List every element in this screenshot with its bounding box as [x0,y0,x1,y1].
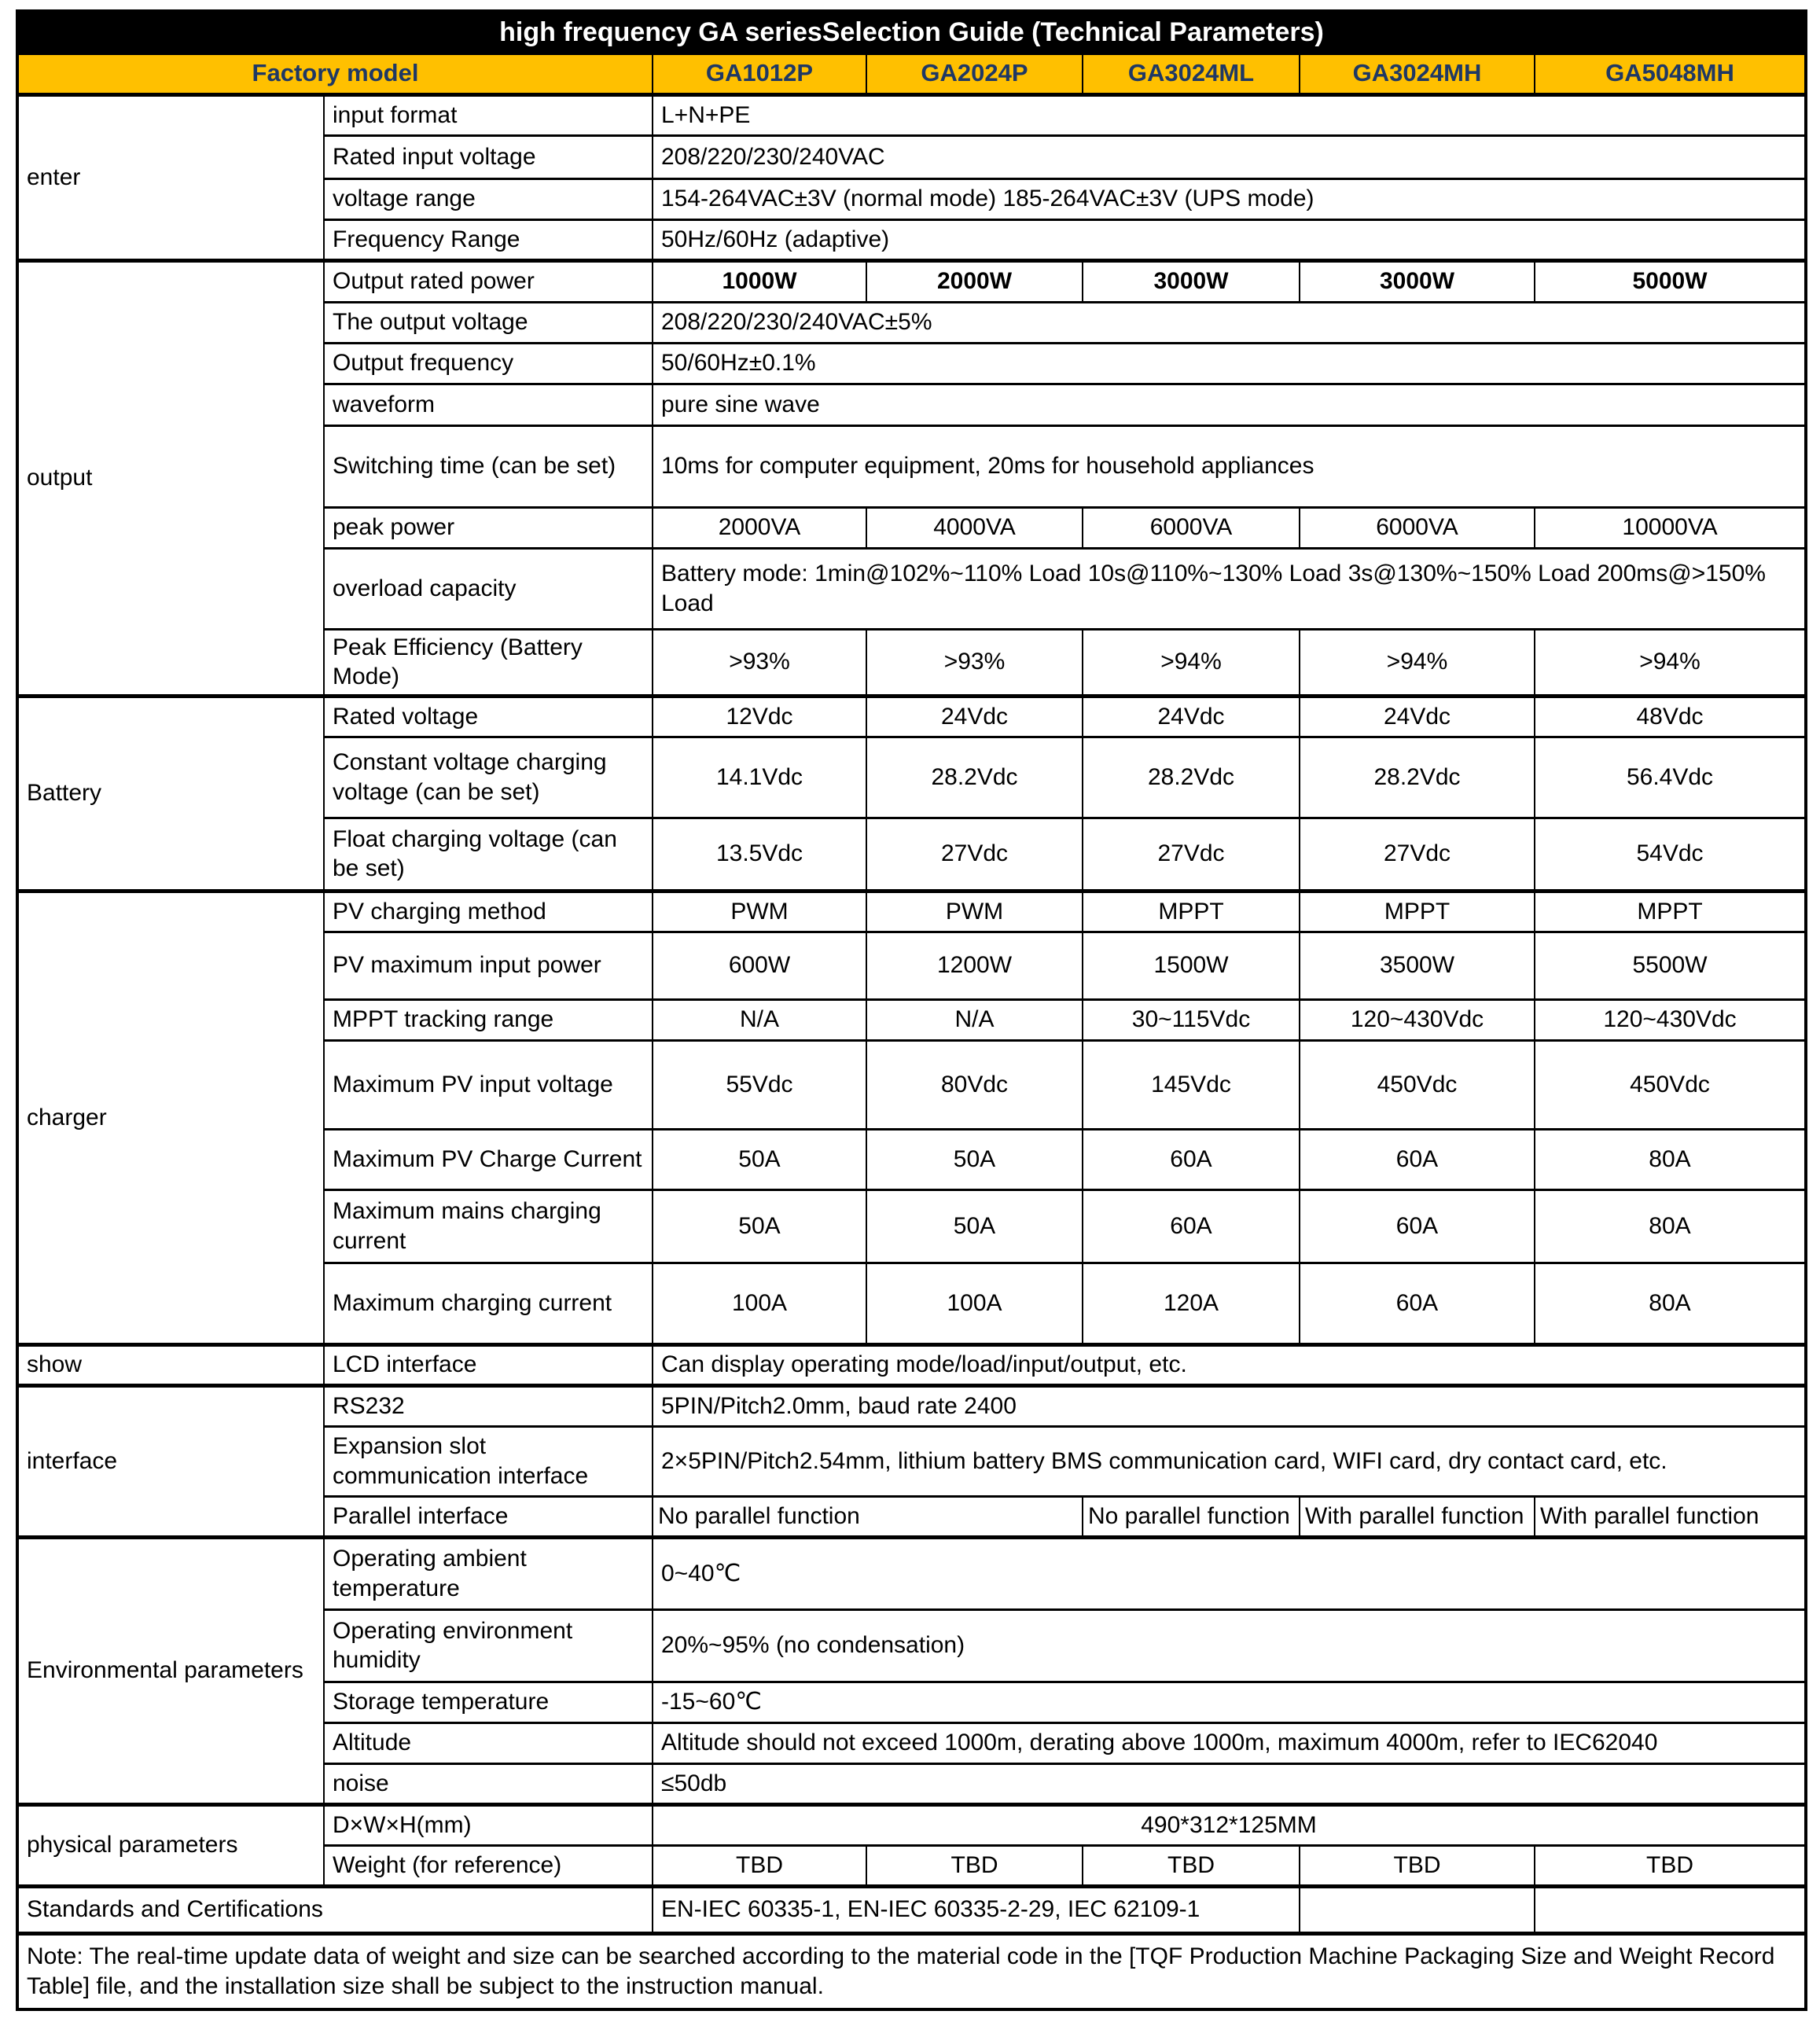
value-cell: 60A [1083,1189,1300,1263]
param-label: Storage temperature [324,1682,653,1722]
section-label-charger: charger [17,891,324,1344]
param-label: Rated voltage [324,696,653,737]
value-cell: 0~40℃ [653,1537,1806,1609]
value-cell: Can display operating mode/load/input/output, etc. [653,1344,1806,1385]
value-cell: 50Hz/60Hz (adaptive) [653,219,1806,260]
value-cell: PWM [866,891,1083,932]
model-header: GA2024P [866,53,1083,94]
value-cell: TBD [866,1845,1083,1886]
value-cell: With parallel function [1300,1496,1535,1537]
value-cell: MPPT [1300,891,1535,932]
value-cell: TBD [1300,1845,1535,1886]
value-cell: 208/220/230/240VAC±5% [653,302,1806,343]
param-label: peak power [324,507,653,548]
param-label: Frequency Range [324,219,653,260]
value-cell: 3000W [1083,260,1300,302]
value-cell: -15~60℃ [653,1682,1806,1722]
value-cell: 27Vdc [1300,818,1535,891]
param-label: noise [324,1763,653,1804]
value-cell: 50/60Hz±0.1% [653,343,1806,384]
value-cell: EN-IEC 60335-1, EN-IEC 60335-2-29, IEC 62109-1 [653,1886,1300,1933]
value-cell: Altitude should not exceed 1000m, derating above 1000m, maximum 4000m, refer to IEC62040 [653,1722,1806,1763]
standards-label: Standards and Certifications [17,1886,653,1933]
value-cell: No parallel function [1083,1496,1300,1537]
page-title: high frequency GA seriesSelection Guide (Technical Parameters) [17,11,1806,53]
value-cell: >93% [653,629,866,696]
param-label: RS232 [324,1385,653,1426]
param-label: Maximum charging current [324,1263,653,1344]
value-cell: 55Vdc [653,1040,866,1129]
value-cell: 60A [1083,1129,1300,1189]
param-label: Weight (for reference) [324,1845,653,1886]
value-cell: >94% [1083,629,1300,696]
value-cell: 24Vdc [866,696,1083,737]
param-label: Float charging voltage (can be set) [324,818,653,891]
param-label: D×W×H(mm) [324,1804,653,1845]
value-cell: 60A [1300,1189,1535,1263]
param-label: The output voltage [324,302,653,343]
value-cell-empty [1535,1886,1806,1933]
value-cell: 80A [1535,1263,1806,1344]
param-label: overload capacity [324,548,653,629]
value-cell: MPPT [1535,891,1806,932]
param-label: Maximum PV input voltage [324,1040,653,1129]
param-label: Peak Efficiency (Battery Mode) [324,629,653,696]
value-cell: No parallel function [653,1496,1083,1537]
value-cell: 1500W [1083,932,1300,999]
param-label: voltage range [324,178,653,219]
param-label: Maximum mains charging current [324,1189,653,1263]
value-cell: 13.5Vdc [653,818,866,891]
value-cell: 100A [866,1263,1083,1344]
value-cell: 20%~95% (no condensation) [653,1609,1806,1682]
value-cell: 2000W [866,260,1083,302]
factory-model-header: Factory model [17,53,653,94]
section-label-environmental: Environmental parameters [17,1537,324,1804]
value-cell: 28.2Vdc [866,737,1083,818]
value-cell: 208/220/230/240VAC [653,135,1806,178]
value-cell: 60A [1300,1129,1535,1189]
value-cell: 120A [1083,1263,1300,1344]
param-label: Maximum PV Charge Current [324,1129,653,1189]
value-cell: 24Vdc [1300,696,1535,737]
value-cell: 1200W [866,932,1083,999]
value-cell: 30~115Vdc [1083,999,1300,1040]
value-cell: 27Vdc [866,818,1083,891]
value-cell: >94% [1535,629,1806,696]
value-cell: 145Vdc [1083,1040,1300,1129]
param-label: waveform [324,384,653,425]
param-label: MPPT tracking range [324,999,653,1040]
value-cell: 5PIN/Pitch2.0mm, baud rate 2400 [653,1385,1806,1426]
param-label: Switching time (can be set) [324,425,653,507]
value-cell: 28.2Vdc [1083,737,1300,818]
value-cell: pure sine wave [653,384,1806,425]
value-cell: 100A [653,1263,866,1344]
value-cell: 24Vdc [1083,696,1300,737]
value-cell: N/A [653,999,866,1040]
value-cell: 50A [653,1129,866,1189]
value-cell: 54Vdc [1535,818,1806,891]
param-label: Parallel interface [324,1496,653,1537]
param-label: Operating environment humidity [324,1609,653,1682]
section-label-physical: physical parameters [17,1804,324,1886]
param-label: PV charging method [324,891,653,932]
value-cell: With parallel function [1535,1496,1806,1537]
value-cell: MPPT [1083,891,1300,932]
value-cell: 50A [866,1129,1083,1189]
value-cell: 2000VA [653,507,866,548]
param-label: Output rated power [324,260,653,302]
value-cell: 60A [1300,1263,1535,1344]
section-label-enter: enter [17,94,324,260]
value-cell: TBD [653,1845,866,1886]
model-header: GA3024MH [1300,53,1535,94]
value-cell: PWM [653,891,866,932]
value-cell: L+N+PE [653,94,1806,135]
value-cell: 6000VA [1083,507,1300,548]
value-cell: N/A [866,999,1083,1040]
value-cell: TBD [1535,1845,1806,1886]
value-cell: 450Vdc [1300,1040,1535,1129]
model-header: GA3024ML [1083,53,1300,94]
value-cell: 600W [653,932,866,999]
value-cell: 80A [1535,1189,1806,1263]
note-text: Note: The real-time update data of weight and size can be searched according to the material code in the [TQF Production Machine Packaging Size and Weight Record Table] file, and the installation size shall be subject to the instruction manual. [17,1933,1806,2009]
value-cell: 3500W [1300,932,1535,999]
value-cell: 14.1Vdc [653,737,866,818]
value-cell: 1000W [653,260,866,302]
param-label: PV maximum input power [324,932,653,999]
value-cell: ≤50db [653,1763,1806,1804]
spec-table [16,9,1807,2011]
section-label-interface: interface [17,1385,324,1537]
param-label: input format [324,94,653,135]
value-cell: 50A [653,1189,866,1263]
section-label-show: show [17,1344,324,1385]
value-cell: 3000W [1300,260,1535,302]
value-cell: >94% [1300,629,1535,696]
value-cell-empty [1300,1886,1535,1933]
param-label: Output frequency [324,343,653,384]
param-label: Operating ambient temperature [324,1537,653,1609]
value-cell: 56.4Vdc [1535,737,1806,818]
value-cell: TBD [1083,1845,1300,1886]
value-cell: 4000VA [866,507,1083,548]
value-cell: 2×5PIN/Pitch2.54mm, lithium battery BMS communication card, WIFI card, dry contact card, etc. [653,1426,1806,1496]
value-cell: 6000VA [1300,507,1535,548]
value-cell: 120~430Vdc [1535,999,1806,1040]
value-cell: >93% [866,629,1083,696]
value-cell: 450Vdc [1535,1040,1806,1129]
value-cell: 48Vdc [1535,696,1806,737]
param-label: LCD interface [324,1344,653,1385]
value-cell: 27Vdc [1083,818,1300,891]
value-cell: 80Vdc [866,1040,1083,1129]
value-cell: 80A [1535,1129,1806,1189]
value-cell: 12Vdc [653,696,866,737]
value-cell: 5000W [1535,260,1806,302]
section-label-battery: Battery [17,696,324,891]
value-cell: 154-264VAC±3V (normal mode) 185-264VAC±3V (UPS mode) [653,178,1806,219]
value-cell: 28.2Vdc [1300,737,1535,818]
section-label-output: output [17,260,324,696]
value-cell: 120~430Vdc [1300,999,1535,1040]
value-cell: Battery mode: 1min@102%~110% Load 10s@110%~130% Load 3s@130%~150% Load 200ms@>150% Load [653,548,1806,629]
param-label: Expansion slot communication interface [324,1426,653,1496]
param-label: Constant voltage charging voltage (can be set) [324,737,653,818]
value-cell: 10000VA [1535,507,1806,548]
param-label: Rated input voltage [324,135,653,178]
value-cell: 10ms for computer equipment, 20ms for household appliances [653,425,1806,507]
value-cell: 5500W [1535,932,1806,999]
param-label: Altitude [324,1722,653,1763]
model-header: GA1012P [653,53,866,94]
model-header: GA5048MH [1535,53,1806,94]
value-cell: 50A [866,1189,1083,1263]
value-cell: 490*312*125MM [653,1804,1806,1845]
